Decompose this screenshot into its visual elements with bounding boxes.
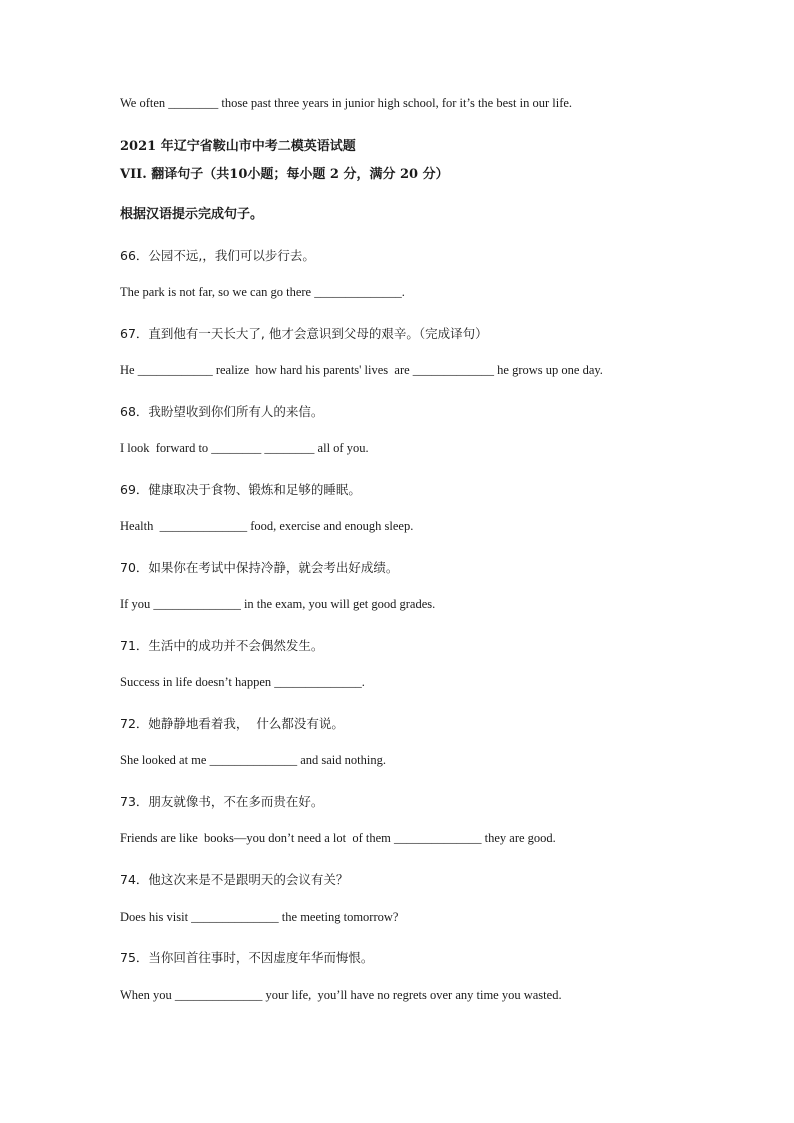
intro-sentence: We often ________ those past three years in junior high school, for it’s the best in our life. [120,96,573,110]
question-cn-69: 69．健康取决于食物、锻炼和足够的睡眠。 [120,482,361,497]
question-cn-75: 75．当你回首往事时，不因虚度年华而悔恨。 [120,950,374,965]
section-title: VII. 翻译句子（共10小题；每小题 2 分，满分 20 分） [120,167,449,182]
question-cn-67: 67．直到他有一天长大了, 他才会意识到父母的艰辛。（完成译句） [120,326,488,341]
question-en-69: Health ______________ food, exercise and enough sleep. [120,519,414,533]
question-en-74: Does his visit ______________ the meeting tomorrow? [120,910,399,924]
question-en-68: I look forward to ________ ________ all of you. [120,441,369,455]
question-en-66: The park is not far, so we can go there ______________. [120,285,405,299]
question-cn-66: 66．公园不远,，我们可以步行去。 [120,248,315,263]
question-cn-73: 73．朋友就像书，不在多而贵在好。 [120,794,324,809]
question-en-70: If you ______________ in the exam, you will get good grades. [120,597,436,611]
question-cn-74: 74．他这次来是不是跟明天的会议有关？ [120,872,349,887]
question-cn-68: 68．我盼望收到你们所有人的来信。 [120,404,324,419]
instruction: 根据汉语提示完成句子。 [120,207,264,222]
question-en-75: When you ______________ your life, you’ll have no regrets over any time you wasted. [120,988,562,1002]
question-en-73: Friends are like books—you don’t need a lot of them ______________ they are good. [120,831,556,845]
question-cn-70: 70．如果你在考试中保持冷静，就会考出好成绩。 [120,560,399,575]
exam-title: 2021 年辽宁省鞍山市中考二模英语试题 [120,139,356,154]
question-en-72: She looked at me ______________ and said nothing. [120,753,386,767]
question-en-67: He ____________ realize how hard his parents' lives are _____________ he grows up one day. [120,363,603,377]
question-en-71: Success in life doesn’t happen ______________. [120,675,365,689]
question-cn-72: 72．她静静地看着我， 什么都没有说。 [120,716,344,731]
question-cn-71: 71．生活中的成功并不会偶然发生。 [120,638,324,653]
